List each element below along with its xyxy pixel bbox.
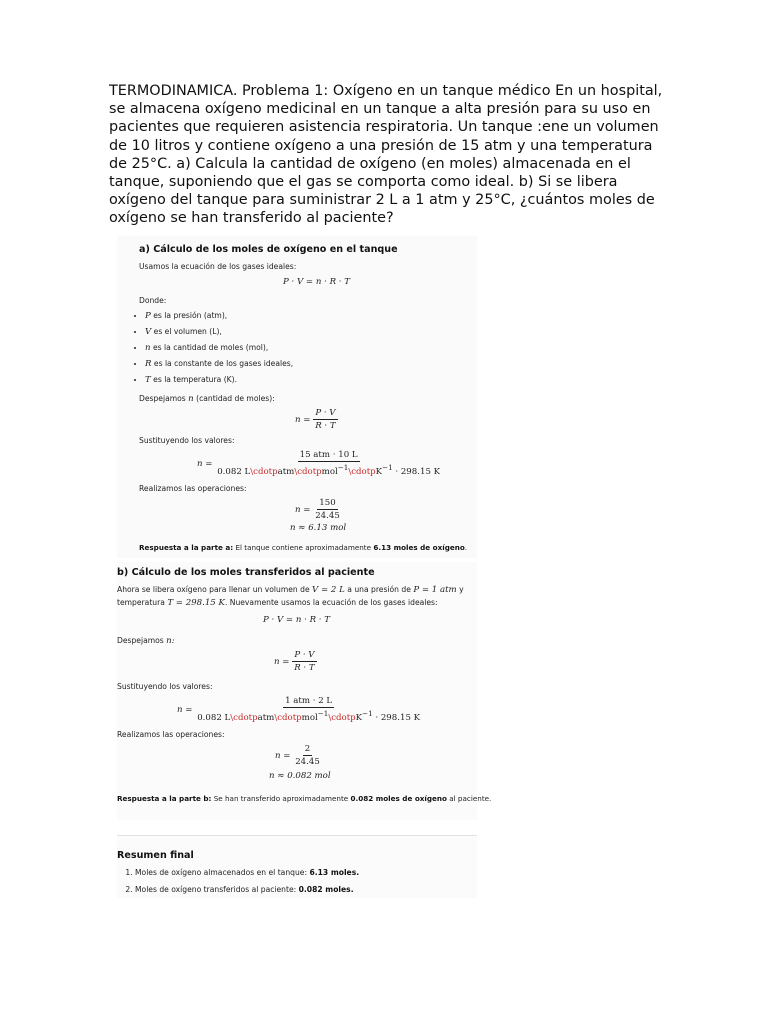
summary-heading: Resumen final xyxy=(117,850,194,861)
part-b-intro-line1: Ahora se libera oxígeno para llenar un volumen de V = 2 L a una presión de P = 1 atm y xyxy=(117,585,464,595)
n-formula: n = $\frac{P \cdot V}{R \cdot T}$ xyxy=(295,408,336,431)
list-item: • R es la constante de los gases ideales, xyxy=(145,359,293,369)
part-a-intro: Usamos la ecuación de los gases ideales: xyxy=(139,262,297,271)
part-a-heading: a) Cálculo de los moles de oxígeno en el tanque xyxy=(139,244,398,255)
despejamos-text: Despejamos n (cantidad de moles): xyxy=(139,394,275,404)
operation-formula: n = $\frac{150}{24.45}$ xyxy=(295,498,340,521)
part-b-intro-line2: temperatura T = 298.15 K. Nuevamente usamos la ecuación de los gases ideales: xyxy=(117,598,438,608)
donde-label: Donde: xyxy=(139,296,167,305)
realizamos-b: Realizamos las operaciones: xyxy=(117,730,225,739)
variables-list xyxy=(125,311,293,391)
part-b-image xyxy=(117,562,492,820)
part-b-answer: Respuesta a la parte b: Se han transferido aproximadamente 0.082 moles de oxígeno al paciente. xyxy=(117,794,492,803)
summary-image xyxy=(117,835,477,898)
list-item: • n es la cantidad de moles (mol), xyxy=(145,343,293,353)
operation-formula-b: n = $\frac{2}{24.45}$ xyxy=(275,744,320,767)
summary-list xyxy=(117,868,359,902)
result-approx: n ≈ 6.13 mol xyxy=(290,523,347,533)
part-a-answer: Respuesta a la parte a: El tanque contiene aproximadamente 6.13 moles de oxígeno. xyxy=(139,543,468,552)
realizamos-text: Realizamos las operaciones: xyxy=(139,484,247,493)
ideal-gas-equation-b: P · V = n · R · T xyxy=(263,615,330,625)
n-formula-b: n = $\frac{P \cdot V}{R \cdot T}$ xyxy=(274,650,315,673)
result-approx-b: n ≈ 0.082 mol xyxy=(269,771,331,781)
list-item: • T es la temperatura (K). xyxy=(145,375,293,385)
list-item: • P es la presión (atm), xyxy=(145,311,293,321)
sustituyendo-b: Sustituyendo los valores: xyxy=(117,682,213,691)
list-item: 1. Moles de oxígeno almacenados en el tanque: 6.13 moles. xyxy=(135,868,359,877)
part-a-image xyxy=(117,236,477,558)
substitution-formula-b: n = $\frac{\text{1 atm · 2 L}}{0.082 L\backslash cdotpatm\backslash cdotpmol^{-1}\backslash cdotpK^{-1} \cdot 298.15 K}$ xyxy=(177,696,421,723)
sustituyendo-text: Sustituyendo los valores: xyxy=(139,436,235,445)
ideal-gas-equation: P · V = n · R · T xyxy=(283,277,350,287)
list-item: • V es el volumen (L), xyxy=(145,327,293,337)
part-b-heading: b) Cálculo de los moles transferidos al paciente xyxy=(117,567,375,578)
substitution-formula: n = $\frac{\text{15 atm · 10 L}}{0.082 L\backslash cdotpatm\backslash cdotpmol^{-1}\backslash cdotpK^{-1} \cdot 298.15 K}$ xyxy=(197,450,441,477)
despejamos-b: Despejamos n: xyxy=(117,636,175,646)
problem-statement: TERMODINAMICA. Problema 1: Oxígeno en un tanque médico En un hospital, se almacena oxígeno medicinal en un tanque a alta presión para su uso en pacientes que requieren asistencia respiratoria. Un tanque :ene un volumen de 10 litros y contiene oxígeno a una presión de 15 atm y una temperatura de 25°C. a) Calcula la cantidad de oxígeno (en moles) almacenada en el tanque, suponiendo que el gas se comporta como ideal. b) Si se libera oxígeno del tanque para suministrar 2 L a 1 atm y 25°C, ¿cuántos moles de oxígeno se han transferido al paciente? xyxy=(109,83,663,227)
list-item: 2. Moles de oxígeno transferidos al paciente: 0.082 moles. xyxy=(135,885,359,894)
